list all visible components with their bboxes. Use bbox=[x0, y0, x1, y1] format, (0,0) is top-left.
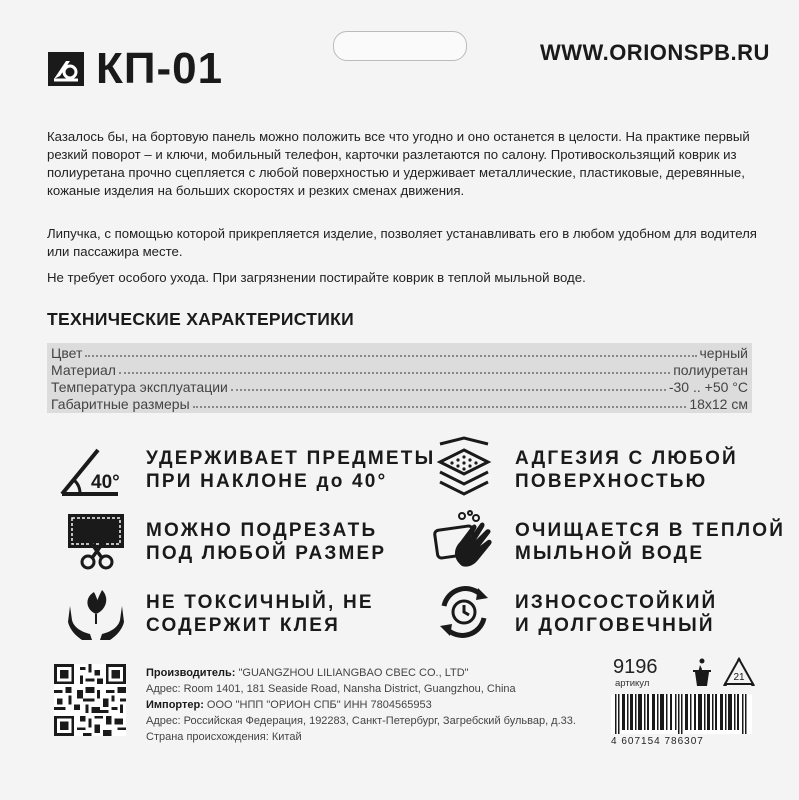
spec-leader-dots bbox=[119, 372, 670, 374]
brand-logo-icon bbox=[48, 52, 84, 86]
feature-durable-text bbox=[515, 591, 717, 637]
spec-row bbox=[51, 344, 748, 361]
durable-clock-icon bbox=[432, 580, 496, 644]
layers-icon bbox=[432, 436, 496, 500]
article-number: 9196 bbox=[613, 656, 658, 678]
description-paragraph: Казалось бы, на бортовую панель можно положить все что угодно и оно останется в целости. На практике первый резкий поворот – и ключи, мобильный телефон, карточки разлетаются по салону. Противоскользящий коврик из полиуретана прочно сцепляется с любой поверхностью и удерживает металлические, пластиковые, деревянные, кожаные изделия на больших скоростях и резких сменах движения. bbox=[47, 129, 750, 198]
description-paragraph: Липучка, с помощью которой прикрепляется изделие, позволяет устанавливать его в любом удобном для водителя или пассажира месте. bbox=[47, 226, 757, 259]
incline-angle-value: 40° bbox=[91, 472, 120, 493]
barcode bbox=[611, 694, 752, 734]
specs-title: ТЕХНИЧЕСКИЕ ХАРАКТЕРИСТИКИ bbox=[47, 309, 354, 329]
manufacturer-name: "GUANGZHOU LILIANGBAO CBEC CO., LTD" bbox=[235, 667, 469, 679]
feature-hold-text bbox=[146, 447, 435, 493]
feature-line: ПОВЕРХНОСТЬЮ bbox=[515, 471, 708, 492]
feature-line: ИЗНОСОСТОЙКИЙ bbox=[515, 592, 718, 613]
spec-label: Материал bbox=[51, 362, 116, 378]
feature-line: ПРИ НАКЛОНЕ до 40° bbox=[146, 471, 388, 492]
spec-value: полиуретан bbox=[673, 362, 748, 378]
country-of-origin: Страна происхождения: Китай bbox=[146, 731, 302, 743]
feature-line: ПОД ЛЮБОЙ РАЗМЕР bbox=[146, 543, 387, 564]
feature-line: МЫЛЬНОЙ ВОДЕ bbox=[515, 543, 705, 564]
website-url[interactable]: WWW.ORIONSPB.RU bbox=[540, 40, 770, 65]
hang-slot bbox=[333, 31, 467, 61]
qr-code[interactable] bbox=[54, 664, 126, 736]
article-label: артикул bbox=[615, 678, 650, 689]
spec-label: Цвет bbox=[51, 345, 83, 361]
feature-line: АДГЕЗИЯ С ЛЮБОЙ bbox=[515, 448, 738, 469]
spec-value: 18х12 см bbox=[689, 396, 748, 412]
feature-nontoxic-text bbox=[146, 591, 374, 637]
recycling-code: 21 bbox=[733, 672, 745, 683]
importer-label: Импортер: bbox=[146, 699, 204, 711]
eco-hands-leaf-icon bbox=[64, 580, 128, 644]
feature-wash-text bbox=[515, 519, 785, 565]
feature-adhesion-text bbox=[515, 447, 738, 493]
importer-address: Адрес: Российская Федерация, 192283, Санкт-Петербург, Загребский бульвар, д.33. bbox=[146, 715, 576, 727]
feature-cut-text bbox=[146, 519, 386, 565]
brand-logo bbox=[48, 52, 84, 86]
spec-leader-dots bbox=[193, 406, 687, 408]
manufacturer-address: Адрес: Room 1401, 181 Seaside Road, Nansha District, Guangzhou, China bbox=[146, 683, 516, 695]
spec-row bbox=[51, 378, 748, 395]
feature-line: И ДОЛГОВЕЧНЫЙ bbox=[515, 615, 715, 636]
product-title: КП-01 bbox=[96, 44, 224, 93]
spec-label: Температура эксплуатации bbox=[51, 379, 228, 395]
feature-line: УДЕРЖИВАЕТ ПРЕДМЕТЫ bbox=[146, 448, 436, 469]
spec-row bbox=[51, 395, 748, 412]
washing-hand-icon bbox=[432, 508, 496, 572]
feature-line: НЕ ТОКСИЧНЫЙ, НЕ bbox=[146, 592, 374, 613]
importer-line bbox=[146, 699, 432, 711]
feature-line: МОЖНО ПОДРЕЗАТЬ bbox=[146, 520, 378, 541]
manufacturer-line bbox=[146, 667, 469, 679]
spec-label: Габаритные размеры bbox=[51, 396, 190, 412]
recycling-triangle-icon bbox=[722, 656, 756, 690]
feature-line: СОДЕРЖИТ КЛЕЯ bbox=[146, 615, 340, 636]
manufacturer-label: Производитель: bbox=[146, 667, 236, 679]
spec-leader-dots bbox=[85, 355, 696, 357]
spec-leader-dots bbox=[231, 389, 666, 391]
spec-value: -30 .. +50 °С bbox=[668, 379, 748, 395]
specs-table bbox=[47, 343, 752, 413]
description-paragraph: Не требует особого ухода. При загрязнении постирайте коврик в теплой мыльной воде. bbox=[47, 270, 586, 285]
spec-row bbox=[51, 361, 748, 378]
spec-value: черный bbox=[699, 345, 748, 361]
feature-line: ОЧИЩАЕТСЯ В ТЕПЛОЙ bbox=[515, 520, 786, 541]
incline-angle-icon bbox=[58, 436, 122, 500]
recycle-bin-icon bbox=[687, 657, 717, 689]
barcode-number: 4 607154 786307 bbox=[611, 736, 704, 747]
scissors-cut-icon bbox=[64, 508, 128, 572]
importer-name: ООО "НПП "ОРИОН СПБ" ИНН 7804565953 bbox=[203, 699, 432, 711]
